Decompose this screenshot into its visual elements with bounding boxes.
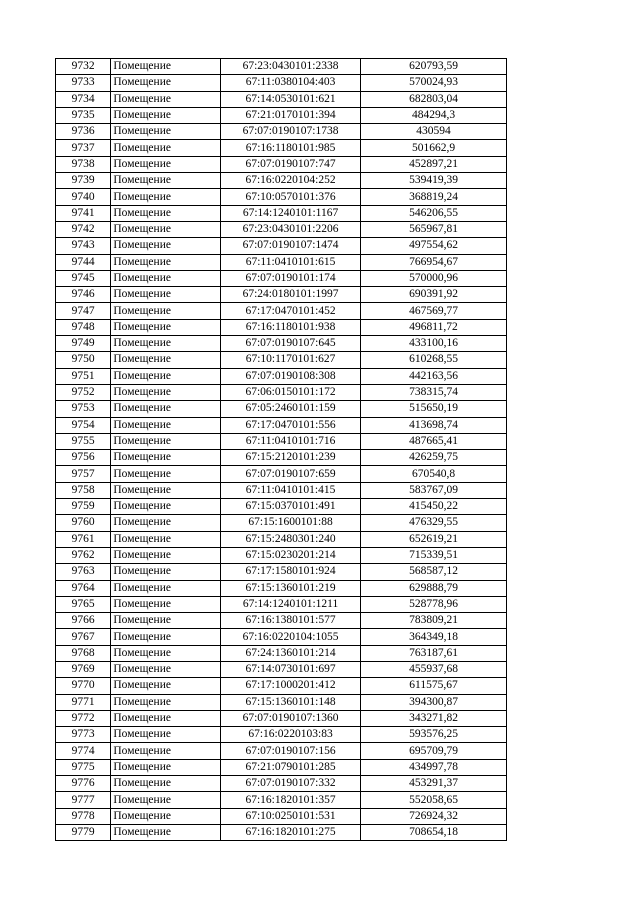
cadastral-value-cell: 413698,74 [361, 417, 507, 433]
cadastral-number-cell: 67:11:0410101:615 [221, 254, 361, 270]
cadastral-number-cell: 67:14:0730101:697 [221, 661, 361, 677]
object-type-cell: Помещение [111, 91, 221, 107]
cadastral-value-cell: 568587,12 [361, 564, 507, 580]
cadastral-value-cell: 442163,56 [361, 368, 507, 384]
row-number-cell: 9754 [56, 417, 111, 433]
row-number-cell: 9746 [56, 287, 111, 303]
object-type-cell: Помещение [111, 384, 221, 400]
cadastral-value-cell: 583767,09 [361, 482, 507, 498]
cadastral-number-cell: 67:21:0790101:285 [221, 759, 361, 775]
table-row [56, 515, 507, 531]
object-type-cell: Помещение [111, 710, 221, 726]
cadastral-value-cell: 715339,51 [361, 547, 507, 563]
cadastral-value-cell: 652619,21 [361, 531, 507, 547]
row-number-cell: 9737 [56, 140, 111, 156]
cadastral-value-cell: 610268,55 [361, 352, 507, 368]
table-row [56, 743, 507, 759]
cadastral-number-cell: 67:07:0190107:645 [221, 336, 361, 352]
table-row [56, 661, 507, 677]
cadastral-number-cell: 67:07:0190107:1738 [221, 124, 361, 140]
cadastral-number-cell: 67:07:0190107:747 [221, 156, 361, 172]
cadastral-number-cell: 67:16:0220104:1055 [221, 629, 361, 645]
table-row [56, 629, 507, 645]
row-number-cell: 9767 [56, 629, 111, 645]
table-row [56, 75, 507, 91]
row-number-cell: 9774 [56, 743, 111, 759]
object-type-cell: Помещение [111, 792, 221, 808]
object-type-cell: Помещение [111, 189, 221, 205]
cadastral-number-cell: 67:07:0190101:174 [221, 270, 361, 286]
object-type-cell: Помещение [111, 824, 221, 840]
row-number-cell: 9749 [56, 336, 111, 352]
row-number-cell: 9743 [56, 238, 111, 254]
row-number-cell: 9772 [56, 710, 111, 726]
cadastral-value-cell: 738315,74 [361, 384, 507, 400]
cadastral-number-cell: 67:15:2480301:240 [221, 531, 361, 547]
cadastral-number-cell: 67:24:0180101:1997 [221, 287, 361, 303]
object-type-cell: Помещение [111, 776, 221, 792]
table-row [56, 759, 507, 775]
row-number-cell: 9758 [56, 482, 111, 498]
object-type-cell: Помещение [111, 759, 221, 775]
cadastral-number-cell: 67:15:1360101:219 [221, 580, 361, 596]
table-row [56, 140, 507, 156]
object-type-cell: Помещение [111, 482, 221, 498]
object-type-cell: Помещение [111, 140, 221, 156]
cadastral-number-cell: 67:16:1180101:985 [221, 140, 361, 156]
object-type-cell: Помещение [111, 221, 221, 237]
cadastral-number-cell: 67:14:1240101:1167 [221, 205, 361, 221]
row-number-cell: 9750 [56, 352, 111, 368]
cadastral-value-cell: 368819,24 [361, 189, 507, 205]
cadastral-value-cell: 726924,32 [361, 808, 507, 824]
object-type-cell: Помещение [111, 368, 221, 384]
table-row [56, 792, 507, 808]
cadastral-value-cell: 487665,41 [361, 433, 507, 449]
row-number-cell: 9748 [56, 319, 111, 335]
object-type-cell: Помещение [111, 59, 221, 75]
cadastral-value-cell: 343271,82 [361, 710, 507, 726]
row-number-cell: 9762 [56, 547, 111, 563]
cadastral-number-cell: 67:11:0410101:716 [221, 433, 361, 449]
row-number-cell: 9765 [56, 596, 111, 612]
table-row [56, 694, 507, 710]
cadastral-number-cell: 67:23:0430101:2338 [221, 59, 361, 75]
table-row [56, 336, 507, 352]
row-number-cell: 9759 [56, 499, 111, 515]
table-row [56, 596, 507, 612]
table-row [56, 613, 507, 629]
object-type-cell: Помещение [111, 547, 221, 563]
cadastral-number-cell: 67:11:0410101:415 [221, 482, 361, 498]
cadastral-value-cell: 539419,39 [361, 173, 507, 189]
row-number-cell: 9751 [56, 368, 111, 384]
cadastral-value-cell: 783809,21 [361, 613, 507, 629]
row-number-cell: 9736 [56, 124, 111, 140]
cadastral-number-cell: 67:06:0150101:172 [221, 384, 361, 400]
table-row [56, 417, 507, 433]
table-row [56, 189, 507, 205]
object-type-cell: Помещение [111, 287, 221, 303]
table-row [56, 645, 507, 661]
row-number-cell: 9752 [56, 384, 111, 400]
table-row [56, 107, 507, 123]
cadastral-value-cell: 570000,96 [361, 270, 507, 286]
row-number-cell: 9764 [56, 580, 111, 596]
row-number-cell: 9741 [56, 205, 111, 221]
row-number-cell: 9769 [56, 661, 111, 677]
cadastral-value-cell: 708654,18 [361, 824, 507, 840]
cadastral-number-cell: 67:15:1600101:88 [221, 515, 361, 531]
table-row [56, 59, 507, 75]
table-row [56, 319, 507, 335]
table-row [56, 303, 507, 319]
cadastral-number-cell: 67:07:0190107:1360 [221, 710, 361, 726]
cadastral-number-cell: 67:17:0470101:556 [221, 417, 361, 433]
object-type-cell: Помещение [111, 694, 221, 710]
object-type-cell: Помещение [111, 727, 221, 743]
cadastral-number-cell: 67:14:1240101:1211 [221, 596, 361, 612]
cadastral-number-cell: 67:10:0250101:531 [221, 808, 361, 824]
object-type-cell: Помещение [111, 433, 221, 449]
cadastral-number-cell: 67:07:0190107:332 [221, 776, 361, 792]
row-number-cell: 9734 [56, 91, 111, 107]
cadastral-value-cell: 515650,19 [361, 401, 507, 417]
object-type-cell: Помещение [111, 124, 221, 140]
row-number-cell: 9760 [56, 515, 111, 531]
cadastral-value-cell: 364349,18 [361, 629, 507, 645]
cadastral-value-cell: 467569,77 [361, 303, 507, 319]
cadastral-value-cell: 501662,9 [361, 140, 507, 156]
table-row [56, 384, 507, 400]
row-number-cell: 9773 [56, 727, 111, 743]
table-row [56, 710, 507, 726]
table-row [56, 824, 507, 840]
object-type-cell: Помещение [111, 156, 221, 172]
cadastral-value-cell: 476329,55 [361, 515, 507, 531]
object-type-cell: Помещение [111, 466, 221, 482]
table-row [56, 221, 507, 237]
object-type-cell: Помещение [111, 352, 221, 368]
table-row [56, 580, 507, 596]
row-number-cell: 9777 [56, 792, 111, 808]
cadastral-number-cell: 67:15:0370101:491 [221, 499, 361, 515]
object-type-cell: Помещение [111, 173, 221, 189]
cadastral-number-cell: 67:17:0470101:452 [221, 303, 361, 319]
object-type-cell: Помещение [111, 270, 221, 286]
object-type-cell: Помещение [111, 580, 221, 596]
cadastral-value-cell: 496811,72 [361, 319, 507, 335]
object-type-cell: Помещение [111, 661, 221, 677]
table-row [56, 270, 507, 286]
object-type-cell: Помещение [111, 401, 221, 417]
cadastral-value-cell: 426259,75 [361, 450, 507, 466]
cadastral-value-cell: 611575,67 [361, 678, 507, 694]
cadastral-value-cell: 629888,79 [361, 580, 507, 596]
registry-table-body [56, 59, 507, 841]
row-number-cell: 9742 [56, 221, 111, 237]
object-type-cell: Помещение [111, 336, 221, 352]
row-number-cell: 9770 [56, 678, 111, 694]
object-type-cell: Помещение [111, 808, 221, 824]
table-row [56, 531, 507, 547]
object-type-cell: Помещение [111, 319, 221, 335]
table-row [56, 156, 507, 172]
cadastral-number-cell: 67:16:1380101:577 [221, 613, 361, 629]
table-row [56, 450, 507, 466]
cadastral-number-cell: 67:10:0570101:376 [221, 189, 361, 205]
cadastral-value-cell: 452897,21 [361, 156, 507, 172]
table-row [56, 499, 507, 515]
table-row [56, 547, 507, 563]
cadastral-number-cell: 67:15:1360101:148 [221, 694, 361, 710]
cadastral-number-cell: 67:10:1170101:627 [221, 352, 361, 368]
row-number-cell: 9753 [56, 401, 111, 417]
object-type-cell: Помещение [111, 450, 221, 466]
object-type-cell: Помещение [111, 417, 221, 433]
cadastral-value-cell: 433100,16 [361, 336, 507, 352]
table-row [56, 287, 507, 303]
row-number-cell: 9744 [56, 254, 111, 270]
cadastral-number-cell: 67:23:0430101:2206 [221, 221, 361, 237]
object-type-cell: Помещение [111, 531, 221, 547]
table-row [56, 352, 507, 368]
cadastral-value-cell: 546206,55 [361, 205, 507, 221]
cadastral-value-cell: 766954,67 [361, 254, 507, 270]
table-row [56, 776, 507, 792]
cadastral-number-cell: 67:07:0190107:659 [221, 466, 361, 482]
cadastral-value-cell: 434997,78 [361, 759, 507, 775]
table-row [56, 482, 507, 498]
object-type-cell: Помещение [111, 75, 221, 91]
cadastral-number-cell: 67:14:0530101:621 [221, 91, 361, 107]
cadastral-number-cell: 67:05:2460101:159 [221, 401, 361, 417]
cadastral-value-cell: 593576,25 [361, 727, 507, 743]
cadastral-number-cell: 67:15:2120101:239 [221, 450, 361, 466]
table-row [56, 91, 507, 107]
cadastral-value-cell: 528778,96 [361, 596, 507, 612]
row-number-cell: 9745 [56, 270, 111, 286]
table-row [56, 254, 507, 270]
cadastral-value-cell: 682803,04 [361, 91, 507, 107]
table-row [56, 727, 507, 743]
cadastral-number-cell: 67:15:0230201:214 [221, 547, 361, 563]
table-row [56, 401, 507, 417]
row-number-cell: 9739 [56, 173, 111, 189]
row-number-cell: 9740 [56, 189, 111, 205]
cadastral-number-cell: 67:07:0190107:1474 [221, 238, 361, 254]
cadastral-number-cell: 67:16:1820101:357 [221, 792, 361, 808]
table-row [56, 808, 507, 824]
table-row [56, 678, 507, 694]
cadastral-value-cell: 763187,61 [361, 645, 507, 661]
object-type-cell: Помещение [111, 107, 221, 123]
cadastral-number-cell: 67:16:1820101:275 [221, 824, 361, 840]
table-row [56, 433, 507, 449]
row-number-cell: 9776 [56, 776, 111, 792]
cadastral-value-cell: 497554,62 [361, 238, 507, 254]
row-number-cell: 9768 [56, 645, 111, 661]
cadastral-number-cell: 67:17:1000201:412 [221, 678, 361, 694]
object-type-cell: Помещение [111, 743, 221, 759]
cadastral-value-cell: 620793,59 [361, 59, 507, 75]
object-type-cell: Помещение [111, 564, 221, 580]
cadastral-number-cell: 67:16:0220104:252 [221, 173, 361, 189]
cadastral-value-cell: 690391,92 [361, 287, 507, 303]
object-type-cell: Помещение [111, 254, 221, 270]
cadastral-value-cell: 394300,87 [361, 694, 507, 710]
object-type-cell: Помещение [111, 238, 221, 254]
row-number-cell: 9771 [56, 694, 111, 710]
object-type-cell: Помещение [111, 205, 221, 221]
row-number-cell: 9761 [56, 531, 111, 547]
cadastral-value-cell: 670540,8 [361, 466, 507, 482]
cadastral-value-cell: 453291,37 [361, 776, 507, 792]
row-number-cell: 9735 [56, 107, 111, 123]
row-number-cell: 9756 [56, 450, 111, 466]
row-number-cell: 9763 [56, 564, 111, 580]
cadastral-number-cell: 67:16:1180101:938 [221, 319, 361, 335]
row-number-cell: 9779 [56, 824, 111, 840]
object-type-cell: Помещение [111, 678, 221, 694]
row-number-cell: 9778 [56, 808, 111, 824]
object-type-cell: Помещение [111, 645, 221, 661]
cadastral-number-cell: 67:21:0170101:394 [221, 107, 361, 123]
cadastral-value-cell: 430594 [361, 124, 507, 140]
cadastral-number-cell: 67:07:0190108:308 [221, 368, 361, 384]
cadastral-value-cell: 415450,22 [361, 499, 507, 515]
cadastral-value-cell: 565967,81 [361, 221, 507, 237]
table-row [56, 238, 507, 254]
table-row [56, 564, 507, 580]
table-row [56, 205, 507, 221]
row-number-cell: 9755 [56, 433, 111, 449]
table-row [56, 124, 507, 140]
table-row [56, 173, 507, 189]
property-registry-table [55, 58, 507, 841]
cadastral-value-cell: 552058,65 [361, 792, 507, 808]
object-type-cell: Помещение [111, 499, 221, 515]
object-type-cell: Помещение [111, 629, 221, 645]
cadastral-number-cell: 67:16:0220103:83 [221, 727, 361, 743]
object-type-cell: Помещение [111, 303, 221, 319]
row-number-cell: 9757 [56, 466, 111, 482]
cadastral-value-cell: 455937,68 [361, 661, 507, 677]
row-number-cell: 9732 [56, 59, 111, 75]
row-number-cell: 9775 [56, 759, 111, 775]
cadastral-value-cell: 484294,3 [361, 107, 507, 123]
cadastral-number-cell: 67:24:1360101:214 [221, 645, 361, 661]
cadastral-value-cell: 570024,93 [361, 75, 507, 91]
table-row [56, 368, 507, 384]
cadastral-number-cell: 67:07:0190107:156 [221, 743, 361, 759]
row-number-cell: 9733 [56, 75, 111, 91]
object-type-cell: Помещение [111, 515, 221, 531]
object-type-cell: Помещение [111, 596, 221, 612]
row-number-cell: 9747 [56, 303, 111, 319]
cadastral-number-cell: 67:17:1580101:924 [221, 564, 361, 580]
table-row [56, 466, 507, 482]
row-number-cell: 9766 [56, 613, 111, 629]
cadastral-number-cell: 67:11:0380104:403 [221, 75, 361, 91]
cadastral-value-cell: 695709,79 [361, 743, 507, 759]
object-type-cell: Помещение [111, 613, 221, 629]
row-number-cell: 9738 [56, 156, 111, 172]
